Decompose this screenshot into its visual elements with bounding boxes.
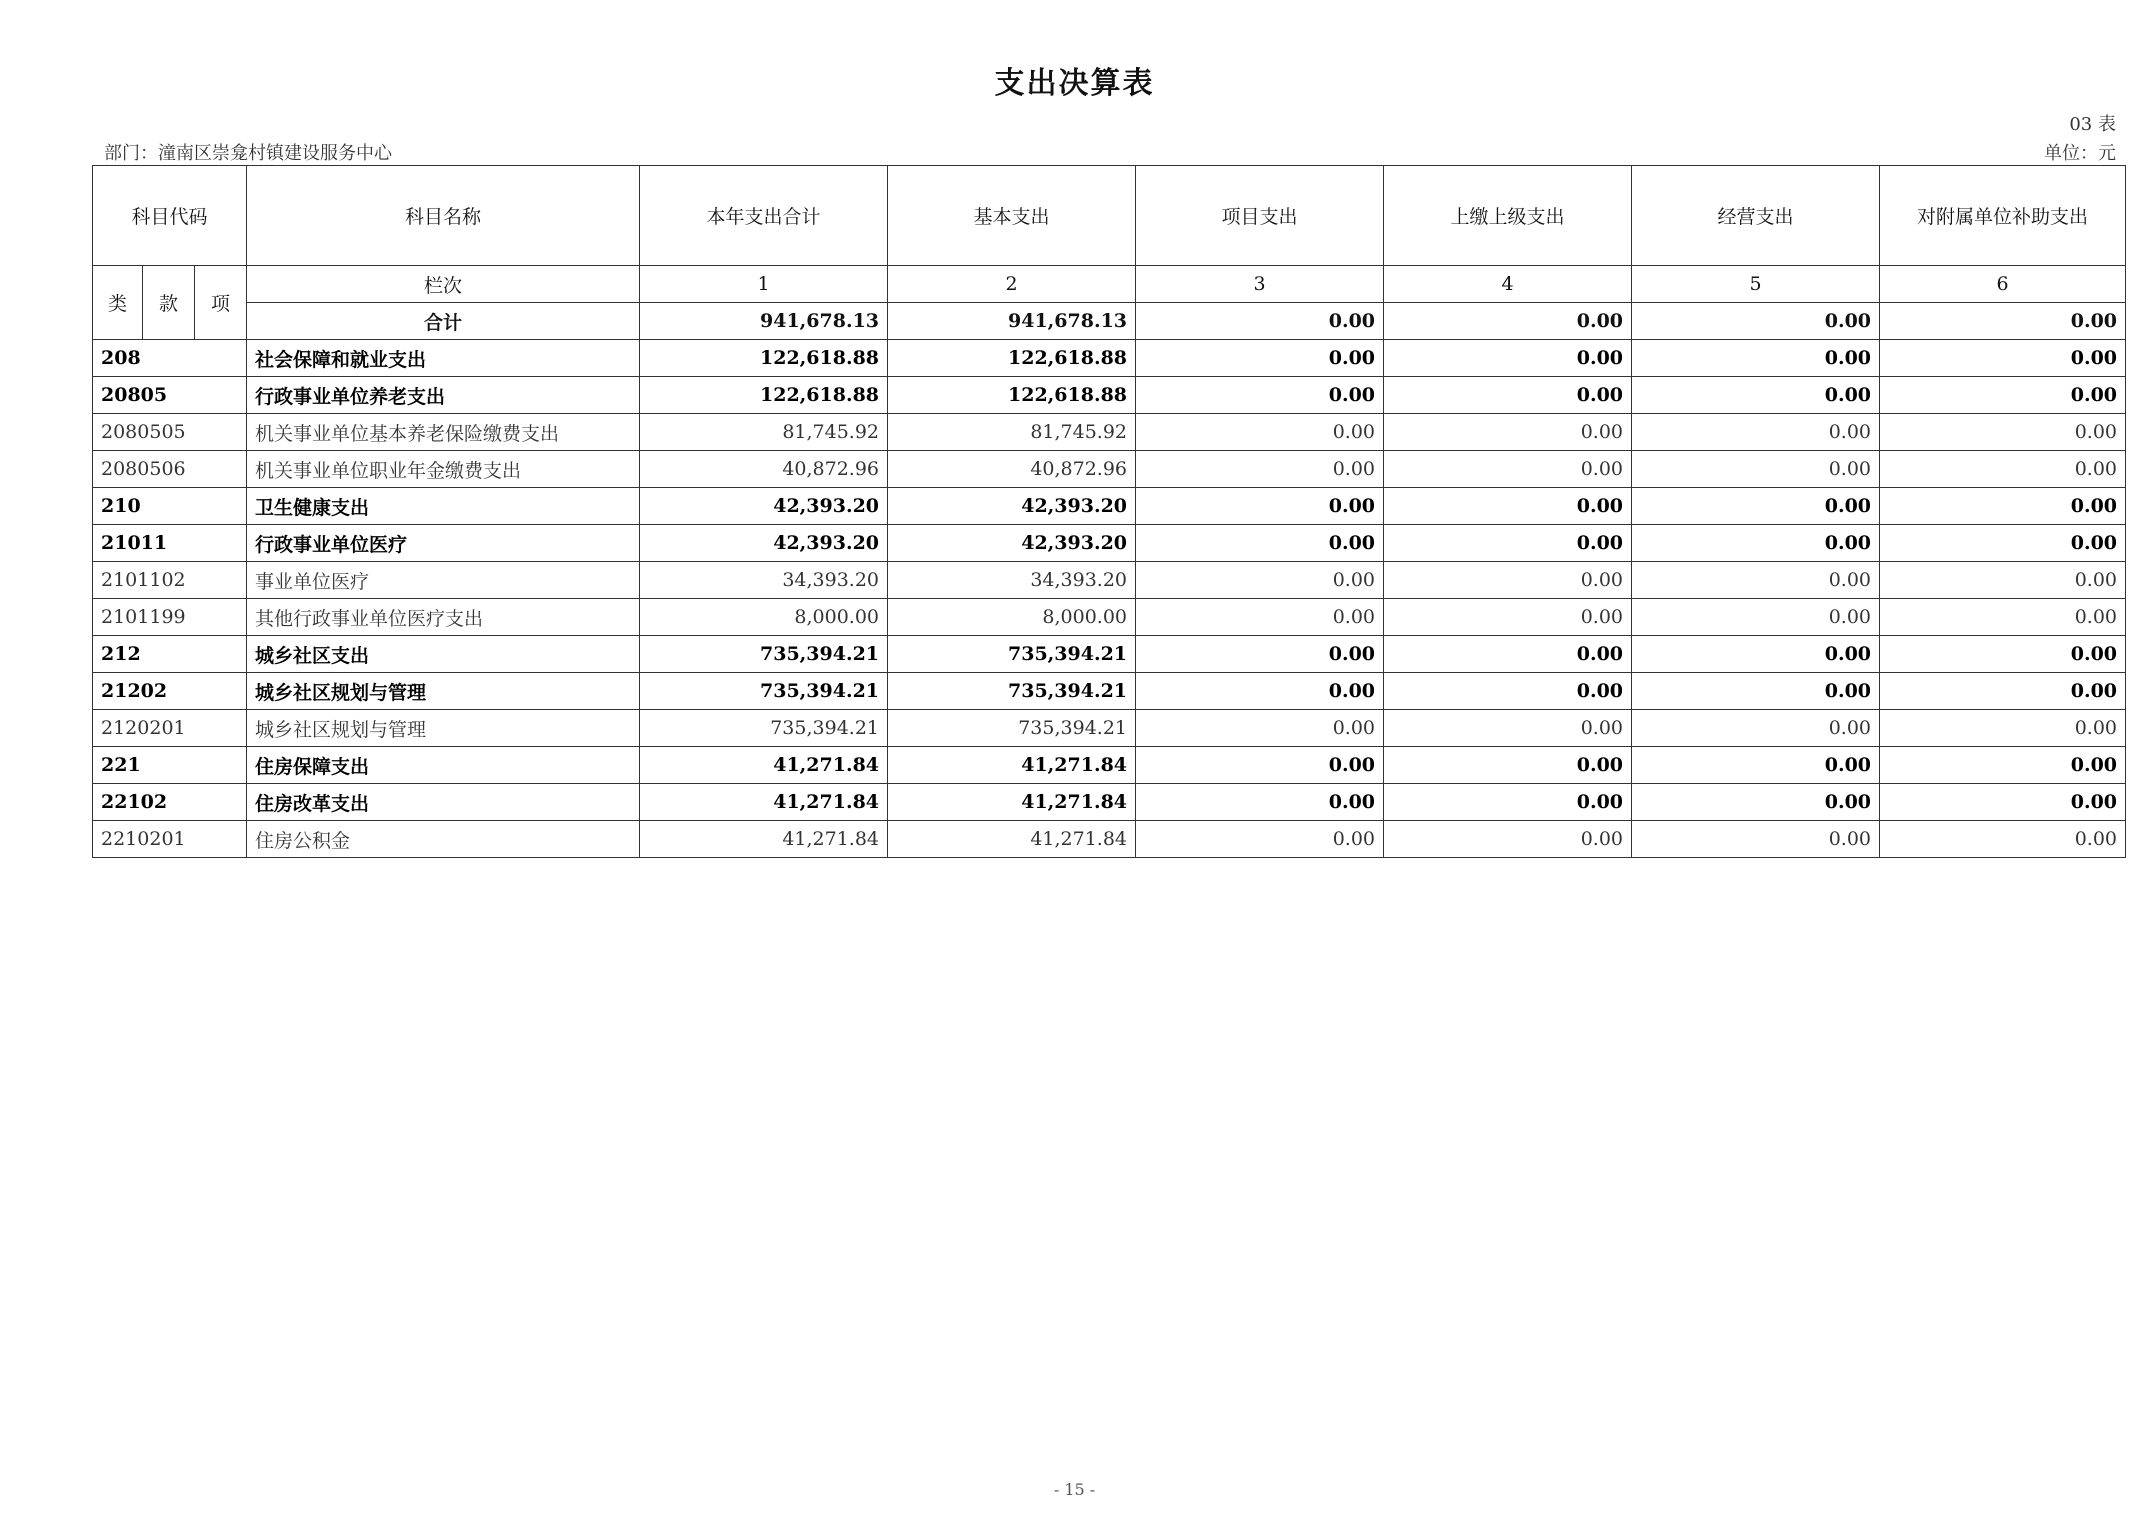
row-value: 0.00 bbox=[1632, 414, 1880, 451]
row-value: 122,618.88 bbox=[640, 377, 888, 414]
row-value: 41,271.84 bbox=[640, 747, 888, 784]
row-value: 0.00 bbox=[1136, 562, 1384, 599]
row-value: 0.00 bbox=[1384, 451, 1632, 488]
row-name: 机关事业单位职业年金缴费支出 bbox=[247, 451, 640, 488]
row-value: 0.00 bbox=[1384, 636, 1632, 673]
row-value: 0.00 bbox=[1136, 784, 1384, 821]
row-code: 212 bbox=[93, 636, 247, 673]
row-value: 0.00 bbox=[1136, 599, 1384, 636]
row-value: 0.00 bbox=[1880, 414, 2126, 451]
col-number-3: 3 bbox=[1136, 266, 1384, 303]
row-value: 735,394.21 bbox=[640, 636, 888, 673]
row-value: 0.00 bbox=[1880, 451, 2126, 488]
row-value: 0.00 bbox=[1632, 377, 1880, 414]
row-value: 735,394.21 bbox=[640, 673, 888, 710]
row-value: 0.00 bbox=[1384, 562, 1632, 599]
table-row bbox=[93, 821, 2126, 858]
row-value: 8,000.00 bbox=[888, 599, 1136, 636]
row-value: 0.00 bbox=[1384, 673, 1632, 710]
row-value: 41,271.84 bbox=[640, 784, 888, 821]
col-number-6: 6 bbox=[1880, 266, 2126, 303]
row-code: 221 bbox=[93, 747, 247, 784]
row-name: 机关事业单位基本养老保险缴费支出 bbox=[247, 414, 640, 451]
total-row bbox=[93, 303, 2126, 340]
row-value: 0.00 bbox=[1632, 673, 1880, 710]
row-value: 42,393.20 bbox=[888, 525, 1136, 562]
row-name: 住房保障支出 bbox=[247, 747, 640, 784]
col-number-5: 5 bbox=[1632, 266, 1880, 303]
row-value: 0.00 bbox=[1632, 451, 1880, 488]
row-value: 735,394.21 bbox=[888, 673, 1136, 710]
row-value: 122,618.88 bbox=[888, 340, 1136, 377]
row-value: 0.00 bbox=[1632, 636, 1880, 673]
table-row bbox=[93, 562, 2126, 599]
row-value: 0.00 bbox=[1136, 340, 1384, 377]
row-code: 20805 bbox=[93, 377, 247, 414]
row-name: 其他行政事业单位医疗支出 bbox=[247, 599, 640, 636]
row-value: 0.00 bbox=[1880, 340, 2126, 377]
row-value: 0.00 bbox=[1136, 636, 1384, 673]
row-code: 21011 bbox=[93, 525, 247, 562]
row-name: 城乡社区支出 bbox=[247, 636, 640, 673]
header-code: 科目代码 bbox=[93, 166, 247, 266]
row-value: 40,872.96 bbox=[640, 451, 888, 488]
row-value: 0.00 bbox=[1136, 673, 1384, 710]
header-col-1: 本年支出合计 bbox=[640, 166, 888, 266]
row-name: 城乡社区规划与管理 bbox=[247, 710, 640, 747]
row-value: 0.00 bbox=[1384, 377, 1632, 414]
col-number-2: 2 bbox=[888, 266, 1136, 303]
header-col-4: 上缴上级支出 bbox=[1384, 166, 1632, 266]
total-value: 941,678.13 bbox=[640, 303, 888, 340]
row-value: 735,394.21 bbox=[888, 710, 1136, 747]
total-label: 合计 bbox=[247, 303, 640, 340]
header-row bbox=[93, 166, 2126, 266]
row-value: 81,745.92 bbox=[640, 414, 888, 451]
row-code: 208 bbox=[93, 340, 247, 377]
table-row bbox=[93, 414, 2126, 451]
total-value: 0.00 bbox=[1136, 303, 1384, 340]
row-name: 城乡社区规划与管理 bbox=[247, 673, 640, 710]
header-lanci: 栏次 bbox=[247, 266, 640, 303]
header-col-2: 基本支出 bbox=[888, 166, 1136, 266]
total-value: 941,678.13 bbox=[888, 303, 1136, 340]
row-value: 0.00 bbox=[1632, 599, 1880, 636]
row-value: 0.00 bbox=[1880, 710, 2126, 747]
row-value: 735,394.21 bbox=[888, 636, 1136, 673]
row-code: 2101102 bbox=[93, 562, 247, 599]
row-value: 0.00 bbox=[1384, 340, 1632, 377]
form-number: 03 表 bbox=[2069, 114, 2116, 135]
row-value: 0.00 bbox=[1384, 599, 1632, 636]
column-number-row bbox=[93, 266, 2126, 303]
expenditure-table bbox=[92, 165, 2126, 858]
header-col-3: 项目支出 bbox=[1136, 166, 1384, 266]
row-value: 0.00 bbox=[1136, 710, 1384, 747]
row-value: 0.00 bbox=[1880, 599, 2126, 636]
total-value: 0.00 bbox=[1632, 303, 1880, 340]
row-code: 2120201 bbox=[93, 710, 247, 747]
row-name: 行政事业单位养老支出 bbox=[247, 377, 640, 414]
row-value: 0.00 bbox=[1880, 784, 2126, 821]
row-value: 42,393.20 bbox=[640, 525, 888, 562]
row-value: 0.00 bbox=[1632, 710, 1880, 747]
row-value: 0.00 bbox=[1136, 377, 1384, 414]
table-row bbox=[93, 710, 2126, 747]
header-name: 科目名称 bbox=[247, 166, 640, 266]
row-code: 2080505 bbox=[93, 414, 247, 451]
total-value: 0.00 bbox=[1880, 303, 2126, 340]
row-value: 41,271.84 bbox=[888, 821, 1136, 858]
row-value: 34,393.20 bbox=[888, 562, 1136, 599]
total-value: 0.00 bbox=[1384, 303, 1632, 340]
row-code: 2080506 bbox=[93, 451, 247, 488]
row-value: 0.00 bbox=[1880, 636, 2126, 673]
table-body bbox=[93, 340, 2126, 858]
row-value: 42,393.20 bbox=[640, 488, 888, 525]
row-value: 0.00 bbox=[1136, 821, 1384, 858]
row-value: 81,745.92 bbox=[888, 414, 1136, 451]
row-value: 0.00 bbox=[1136, 747, 1384, 784]
row-value: 0.00 bbox=[1880, 525, 2126, 562]
row-value: 0.00 bbox=[1384, 747, 1632, 784]
header-col-6: 对附属单位补助支出 bbox=[1880, 166, 2126, 266]
row-value: 0.00 bbox=[1384, 488, 1632, 525]
table-row bbox=[93, 636, 2126, 673]
table-row bbox=[93, 451, 2126, 488]
table-row bbox=[93, 377, 2126, 414]
row-value: 8,000.00 bbox=[640, 599, 888, 636]
row-value: 0.00 bbox=[1880, 488, 2126, 525]
row-value: 41,271.84 bbox=[640, 821, 888, 858]
row-value: 0.00 bbox=[1384, 784, 1632, 821]
row-value: 41,271.84 bbox=[888, 784, 1136, 821]
row-code: 210 bbox=[93, 488, 247, 525]
row-value: 0.00 bbox=[1136, 451, 1384, 488]
row-code: 22102 bbox=[93, 784, 247, 821]
row-value: 0.00 bbox=[1880, 377, 2126, 414]
row-value: 0.00 bbox=[1632, 340, 1880, 377]
unit-label: 单位：元 bbox=[2044, 143, 2116, 164]
row-value: 0.00 bbox=[1632, 488, 1880, 525]
row-value: 0.00 bbox=[1632, 747, 1880, 784]
row-value: 0.00 bbox=[1880, 747, 2126, 784]
row-value: 0.00 bbox=[1632, 525, 1880, 562]
table-row bbox=[93, 747, 2126, 784]
row-name: 事业单位医疗 bbox=[247, 562, 640, 599]
row-value: 0.00 bbox=[1632, 821, 1880, 858]
row-value: 42,393.20 bbox=[888, 488, 1136, 525]
row-name: 住房改革支出 bbox=[247, 784, 640, 821]
row-value: 0.00 bbox=[1384, 710, 1632, 747]
row-value: 0.00 bbox=[1632, 562, 1880, 599]
row-value: 0.00 bbox=[1136, 525, 1384, 562]
row-value: 0.00 bbox=[1880, 821, 2126, 858]
header-lei: 类 bbox=[93, 266, 143, 340]
row-value: 0.00 bbox=[1384, 821, 1632, 858]
row-value: 0.00 bbox=[1880, 562, 2126, 599]
row-value: 0.00 bbox=[1632, 784, 1880, 821]
row-code: 2101199 bbox=[93, 599, 247, 636]
row-code: 2210201 bbox=[93, 821, 247, 858]
row-value: 0.00 bbox=[1136, 414, 1384, 451]
row-name: 社会保障和就业支出 bbox=[247, 340, 640, 377]
table-row bbox=[93, 673, 2126, 710]
row-value: 41,271.84 bbox=[888, 747, 1136, 784]
row-value: 122,618.88 bbox=[640, 340, 888, 377]
page-title: 支出决算表 bbox=[994, 66, 1155, 101]
row-value: 122,618.88 bbox=[888, 377, 1136, 414]
col-number-4: 4 bbox=[1384, 266, 1632, 303]
header-xiang: 项 bbox=[195, 266, 247, 340]
row-value: 40,872.96 bbox=[888, 451, 1136, 488]
header-col-5: 经营支出 bbox=[1632, 166, 1880, 266]
table-row bbox=[93, 488, 2126, 525]
row-value: 735,394.21 bbox=[640, 710, 888, 747]
table-row bbox=[93, 599, 2126, 636]
table-row bbox=[93, 784, 2126, 821]
row-value: 0.00 bbox=[1384, 414, 1632, 451]
row-name: 住房公积金 bbox=[247, 821, 640, 858]
department-label: 部门：潼南区崇龛村镇建设服务中心 bbox=[104, 143, 392, 164]
row-value: 0.00 bbox=[1384, 525, 1632, 562]
col-number-1: 1 bbox=[640, 266, 888, 303]
row-value: 0.00 bbox=[1136, 488, 1384, 525]
row-name: 卫生健康支出 bbox=[247, 488, 640, 525]
header-kuan: 款 bbox=[143, 266, 195, 340]
row-code: 21202 bbox=[93, 673, 247, 710]
row-value: 0.00 bbox=[1880, 673, 2126, 710]
row-name: 行政事业单位医疗 bbox=[247, 525, 640, 562]
table-row bbox=[93, 525, 2126, 562]
row-value: 34,393.20 bbox=[640, 562, 888, 599]
table-row bbox=[93, 340, 2126, 377]
page-number: - 15 - bbox=[1053, 1480, 1096, 1499]
